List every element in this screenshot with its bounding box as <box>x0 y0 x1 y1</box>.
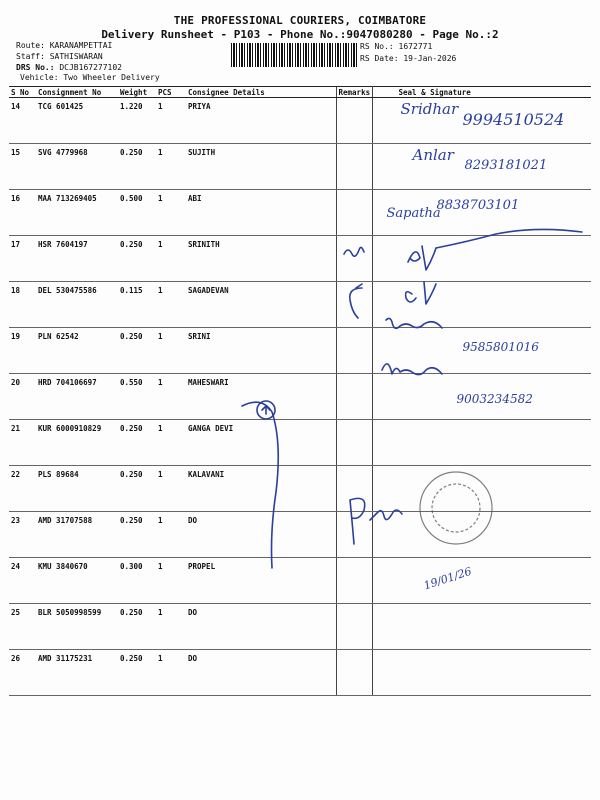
cell-pcs: 1 <box>156 604 186 650</box>
handwritten-line <box>242 402 278 568</box>
col-remarks: Remarks <box>336 87 372 98</box>
signature-18 <box>406 282 436 304</box>
cell-weight: 0.500 <box>118 190 156 236</box>
cell-weight: 0.300 <box>118 558 156 604</box>
vehicle-value: Two Wheeler Delivery <box>63 73 160 82</box>
cell-consignee: KALAVANI <box>186 466 336 512</box>
handwritten-phone: 8293181021 <box>464 158 548 173</box>
cell-consignment: AMD 31175231 <box>36 650 118 696</box>
col-consignment: Consignment No <box>36 87 118 98</box>
handwritten-name: Sapatha <box>386 206 441 221</box>
cell-consignee: DO <box>186 604 336 650</box>
signature-17 <box>408 229 582 270</box>
cell-sno: 23 <box>9 512 36 558</box>
cell-weight: 0.550 <box>118 374 156 420</box>
cell-consignment: AMD 31707588 <box>36 512 118 558</box>
cell-consignee: ABI <box>186 190 336 236</box>
handwritten-phone: 9994510524 <box>462 110 565 129</box>
cell-consignment: PLN 62542 <box>36 328 118 374</box>
cell-pcs: 1 <box>156 144 186 190</box>
cell-consignment: KUR 6000910829 <box>36 420 118 466</box>
remark-mark-17 <box>344 247 364 256</box>
cell-pcs: 1 <box>156 420 186 466</box>
cell-consignment: TCG 601425 <box>36 98 118 144</box>
handwritten-name: Sridhar <box>400 100 459 118</box>
cell-weight: 0.250 <box>118 328 156 374</box>
cell-consignment: SVG 4779968 <box>36 144 118 190</box>
cell-weight: 0.250 <box>118 420 156 466</box>
cell-sno: 25 <box>9 604 36 650</box>
cell-sno: 20 <box>9 374 36 420</box>
cell-pcs: 1 <box>156 558 186 604</box>
cell-weight: 0.250 <box>118 512 156 558</box>
cell-pcs: 1 <box>156 282 186 328</box>
cell-pcs: 1 <box>156 236 186 282</box>
rs-no-value: 1672771 <box>398 42 433 51</box>
cell-consignment: KMU 3840670 <box>36 558 118 604</box>
cell-consignee: SRINITH <box>186 236 336 282</box>
cell-weight: 0.250 <box>118 236 156 282</box>
cell-weight: 0.250 <box>118 144 156 190</box>
cell-consignee: SRINI <box>186 328 336 374</box>
vehicle-label: Vehicle: <box>20 73 59 82</box>
handwritten-phone: 9003234582 <box>456 392 533 406</box>
cell-consignment: PLS 89684 <box>36 466 118 512</box>
drs-value: DCJB167277102 <box>59 63 122 72</box>
cell-consignment: HRD 704106697 <box>36 374 118 420</box>
route-value: KARANAMPETTAI <box>49 41 113 50</box>
cell-consignment: MAA 713269405 <box>36 190 118 236</box>
col-seal-signature: Seal & Signature <box>372 87 591 98</box>
cell-consignee: PRIYA <box>186 98 336 144</box>
cell-consignee: SAGADEVAN <box>186 282 336 328</box>
col-pcs: PCS <box>156 87 186 98</box>
cell-weight: 0.250 <box>118 604 156 650</box>
cell-pcs: 1 <box>156 650 186 696</box>
staff-label: Staff: <box>16 52 45 61</box>
signature-24 <box>350 498 402 544</box>
cell-consignment: DEL 530475586 <box>36 282 118 328</box>
cell-sno: 16 <box>9 190 36 236</box>
cell-consignee: DO <box>186 512 336 558</box>
cell-consignee: DO <box>186 650 336 696</box>
cell-pcs: 1 <box>156 466 186 512</box>
handwritten-phone: 8838703101 <box>436 198 520 213</box>
staff-value: SATHISWARAN <box>49 52 103 61</box>
cell-sno: 15 <box>9 144 36 190</box>
cell-consignee: GANGA DEVI <box>186 420 336 466</box>
handwritten-phone: 9585801016 <box>462 340 539 354</box>
remark-mark-18 <box>350 284 362 318</box>
cell-sno: 19 <box>9 328 36 374</box>
cell-consignee: PROPEL <box>186 558 336 604</box>
company-title: THE PROFESSIONAL COURIERS, COIMBATORE <box>173 14 427 27</box>
handwritten-date: 19/01/26 <box>421 564 473 593</box>
rs-date-label: RS Date: <box>360 54 399 63</box>
route-label: Route: <box>16 41 45 50</box>
handwritten-name: Anlar <box>412 146 454 164</box>
rs-date-value: 19-Jan-2026 <box>403 54 457 63</box>
cell-sno: 18 <box>9 282 36 328</box>
cell-sno: 24 <box>9 558 36 604</box>
cell-pcs: 1 <box>156 512 186 558</box>
cell-sno: 14 <box>9 98 36 144</box>
cell-weight: 0.250 <box>118 466 156 512</box>
cell-consignee: MAHESWARI <box>186 374 336 420</box>
cell-weight: 0.250 <box>118 650 156 696</box>
cell-consignment: HSR 7604197 <box>36 236 118 282</box>
seal-stamp <box>420 472 492 544</box>
cell-pcs: 1 <box>156 374 186 420</box>
cell-consignment: BLR 5050998599 <box>36 604 118 650</box>
cell-weight: 0.115 <box>118 282 156 328</box>
rs-no-label: RS No.: <box>360 42 394 51</box>
cell-pcs: 1 <box>156 190 186 236</box>
signature-19 <box>386 318 442 328</box>
drs-label: DRS No.: <box>16 63 55 72</box>
cell-pcs: 1 <box>156 328 186 374</box>
cell-sno: 21 <box>9 420 36 466</box>
cell-sno: 26 <box>9 650 36 696</box>
cell-pcs: 1 <box>156 98 186 144</box>
col-consignee: Consignee Details <box>186 87 336 98</box>
cell-weight: 1.220 <box>118 98 156 144</box>
cell-sno: 17 <box>9 236 36 282</box>
signature-20 <box>382 364 442 375</box>
cell-sno: 22 <box>9 466 36 512</box>
col-weight: Weight <box>118 87 156 98</box>
runsheet-subtitle: Delivery Runsheet - P103 - Phone No.:9047080280 - Page No.:2 <box>101 28 499 41</box>
cell-consignee: SUJITH <box>186 144 336 190</box>
col-sno: S No <box>9 87 36 98</box>
